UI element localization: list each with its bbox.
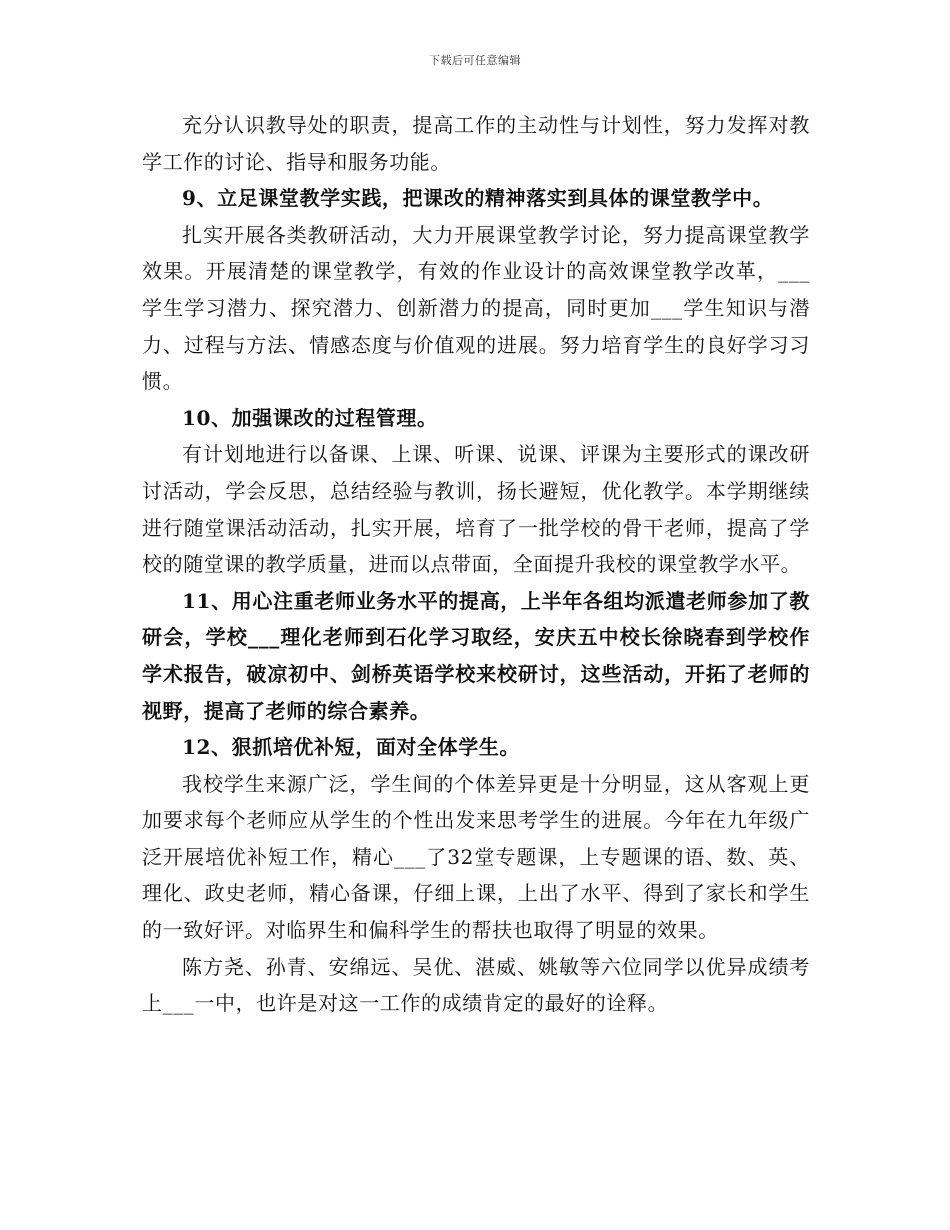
paragraph-process-management: 有计划地进行以备课、上课、听课、说课、评课为主要形式的课改研讨活动，学会反思，总结经验与教训，扬长避短，优化教学。本学期继续进行随堂课活动活动，扎实开展，培育了一批学校的骨干老师，提高了学校的随堂课的教学质量，进而以点带面，全面提升我校的课堂教学水平。 — [142, 442, 810, 577]
paragraph-student-results: 陈方尧、孙青、安绵远、吴优、湛威、姚敏等六位同学以优异成绩考上___一中，也许是对这一工作的成绩肯定的最好的诠释。 — [142, 954, 810, 1016]
document-body — [142, 107, 810, 1022]
paragraph-teaching-research: 扎实开展各类教研活动，大力开展课堂教学讨论，努力提高课堂教学效果。开展清楚的课堂教学，有效的作业设计的高效课堂教学改革，___学生学习潜力、探究潜力、创新潜力的提高，同时更加___学生知识与潜力、过程与方法、情感态度与价值观的进展。努力培育学生的良好学习习惯。 — [142, 222, 810, 394]
paragraph-student-support: 我校学生来源广泛，学生间的个体差异更是十分明显，这从客观上更加要求每个老师应从学生的个性出发来思考学生的进展。今年在九年级广泛开展培优补短工作，精心___了32堂专题课，上专题课的语、数、英、理化、政史老师，精心备课，仔细上课，上出了水平、得到了家长和学生的一致好评。对临界生和偏科学生的帮扶也取得了明显的效果。 — [142, 771, 810, 943]
section-heading-12: 12、狠抓培优补短，面对全体学生。 — [182, 735, 521, 760]
paragraph-responsibilities: 充分认识教导处的职责，提高工作的主动性与计划性，努力发挥对教学工作的讨论、指导和服务功能。 — [142, 113, 810, 174]
section-heading-11: 11、用心注重老师业务水平的提高，上半年各组均派遣老师参加了教研会，学校___理化老师到石化学习取经，安庆五中校长徐晓春到学校作学术报告，破凉初中、剑桥英语学校来校研讨，这些活动，开拓了老师的视野，提高了老师的综合素养。 — [142, 588, 810, 723]
section-heading-10: 10、加强课改的过程管理。 — [182, 405, 438, 430]
page-header: 下载后可任意编辑 — [429, 54, 521, 67]
section-heading-9: 9、立足课堂教学实践，把课改的精神落实到具体的课堂教学中。 — [182, 186, 774, 211]
